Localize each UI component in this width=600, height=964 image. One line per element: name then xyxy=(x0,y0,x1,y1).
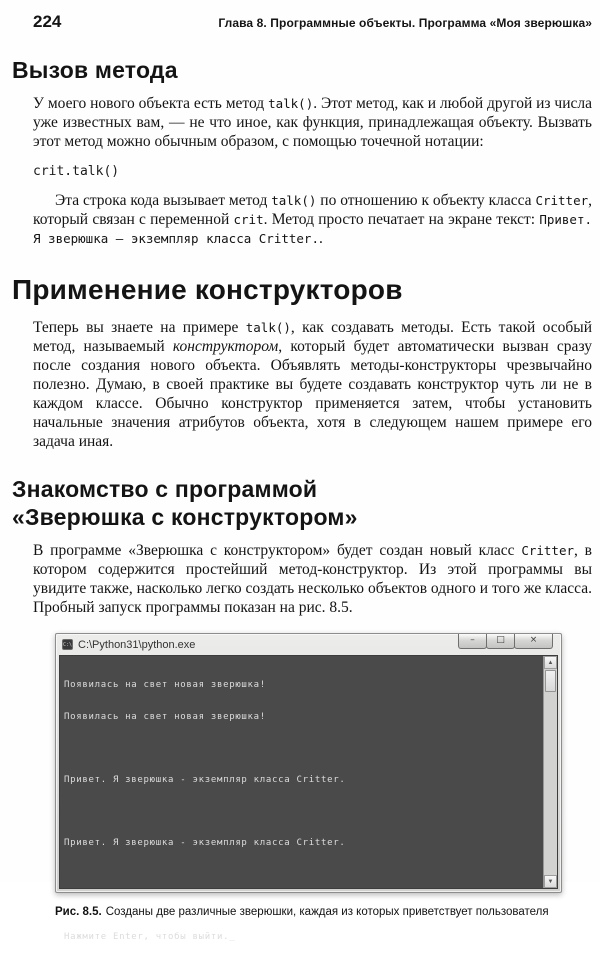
emphasized-term: конструктором xyxy=(172,338,279,355)
paragraph-text: . Метод просто печатает на экране текст: xyxy=(263,211,540,228)
section-heading-method-call: Вызов метода xyxy=(12,57,178,83)
paragraph-text: , который связан с переменной xyxy=(33,192,592,228)
console-line xyxy=(64,743,539,754)
section-heading-constructors: Применение конструкторов xyxy=(12,274,403,305)
heading-line: «Зверюшка с конструктором» xyxy=(12,504,358,530)
paragraph-text: , как создавать методы. Есть такой особый метод, называемый xyxy=(33,319,592,355)
inline-code: Привет. Я зверюшка — экземпляр класса Critter. xyxy=(33,212,592,246)
console-line xyxy=(64,869,539,880)
close-button[interactable]: × xyxy=(514,634,553,649)
window-controls xyxy=(459,634,553,649)
paragraph-text: . xyxy=(318,230,323,247)
paragraph-text: В программе «Зверюшка с конструктором» будет создан новый класс xyxy=(33,542,522,559)
console-line: Нажмите Enter, чтобы выйти._ xyxy=(64,932,236,942)
inline-code: Critter xyxy=(521,543,574,558)
paragraph-program-intro xyxy=(33,541,592,617)
console-line: Привет. Я зверюшка - экземпляр класса Critter. xyxy=(64,774,346,785)
paragraph-text: по отношению к объекту класса xyxy=(316,192,536,209)
paragraph-text: , в котором содержится простейший метод-конструктор. Из этой программы вы увидите также, насколько легко создать несколько объектов одного и того же класса. Пробный запуск программы показан на рис. 8.5. xyxy=(33,542,593,616)
paragraph-method-call xyxy=(33,94,592,151)
scroll-down-icon[interactable]: ▼ xyxy=(544,875,557,888)
running-header xyxy=(0,0,600,32)
console-line: Привет. Я зверюшка - экземпляр класса Critter. xyxy=(64,837,346,848)
inline-code: Critter xyxy=(535,193,589,208)
console-text xyxy=(60,656,557,964)
paragraph-talk-explanation xyxy=(33,191,592,248)
console-line xyxy=(64,901,539,912)
page-number: 224 xyxy=(33,12,62,31)
paragraph-text: , который будет автоматически вызван сразу после создания нового объекта. Объявлять методы-конструкторы чрезвычайно полезно. Думаю, в своей практике вы будете создавать конструктор чуть ли не в каждом классе. Обычно конструктор применяется затем, чтобы установить начальные значения атрибутов объекта, хотя в следующем нашем примере его задача иная. xyxy=(33,338,592,450)
figure-caption-text: Созданы две различные зверюшки, каждая из которых приветствует пользователя xyxy=(105,906,549,918)
figure-caption-label: Рис. 8.5. xyxy=(55,906,102,918)
paragraph-constructors xyxy=(33,318,592,451)
scrollbar-thumb[interactable] xyxy=(545,670,556,692)
heading-line: Знакомство с программой xyxy=(12,476,318,502)
minimize-button[interactable]: – xyxy=(458,634,487,649)
inline-code: crit xyxy=(233,212,264,227)
paragraph-text: . Этот метод, как и любой другой из числа уже известных вам, — не что иное, как функция, принадлежащая объекту. Вызвать этот метод можно обычным образом, с помощью точечной нотации: xyxy=(33,95,592,150)
paragraph-text: Эта строка кода вызывает метод xyxy=(55,192,272,209)
scroll-up-icon[interactable]: ▲ xyxy=(544,656,557,669)
paragraph-text: У моего нового объекта есть метод xyxy=(33,95,269,112)
inline-code: talk() xyxy=(245,320,291,335)
maximize-button[interactable]: □ xyxy=(486,634,515,649)
console-line: Появилась на свет новая зверюшка! xyxy=(64,711,266,722)
chapter-running-head: Глава 8. Программные объекты. Программа «Моя зверюшка» xyxy=(218,16,592,30)
console-line xyxy=(64,806,539,817)
inline-code: talk() xyxy=(268,96,314,111)
vertical-scrollbar[interactable] xyxy=(543,656,557,888)
inline-code: talk() xyxy=(271,193,317,208)
section-heading-program-intro xyxy=(12,475,592,531)
console-app-icon: C:\ xyxy=(62,639,73,650)
code-block-crit-talk: crit.talk() xyxy=(33,164,120,179)
paragraph-text: Теперь вы знаете на примере xyxy=(33,319,246,336)
console-line: Появилась на свет новая зверюшка! xyxy=(64,680,266,690)
window-title: C:\Python31\python.exe xyxy=(78,638,196,651)
